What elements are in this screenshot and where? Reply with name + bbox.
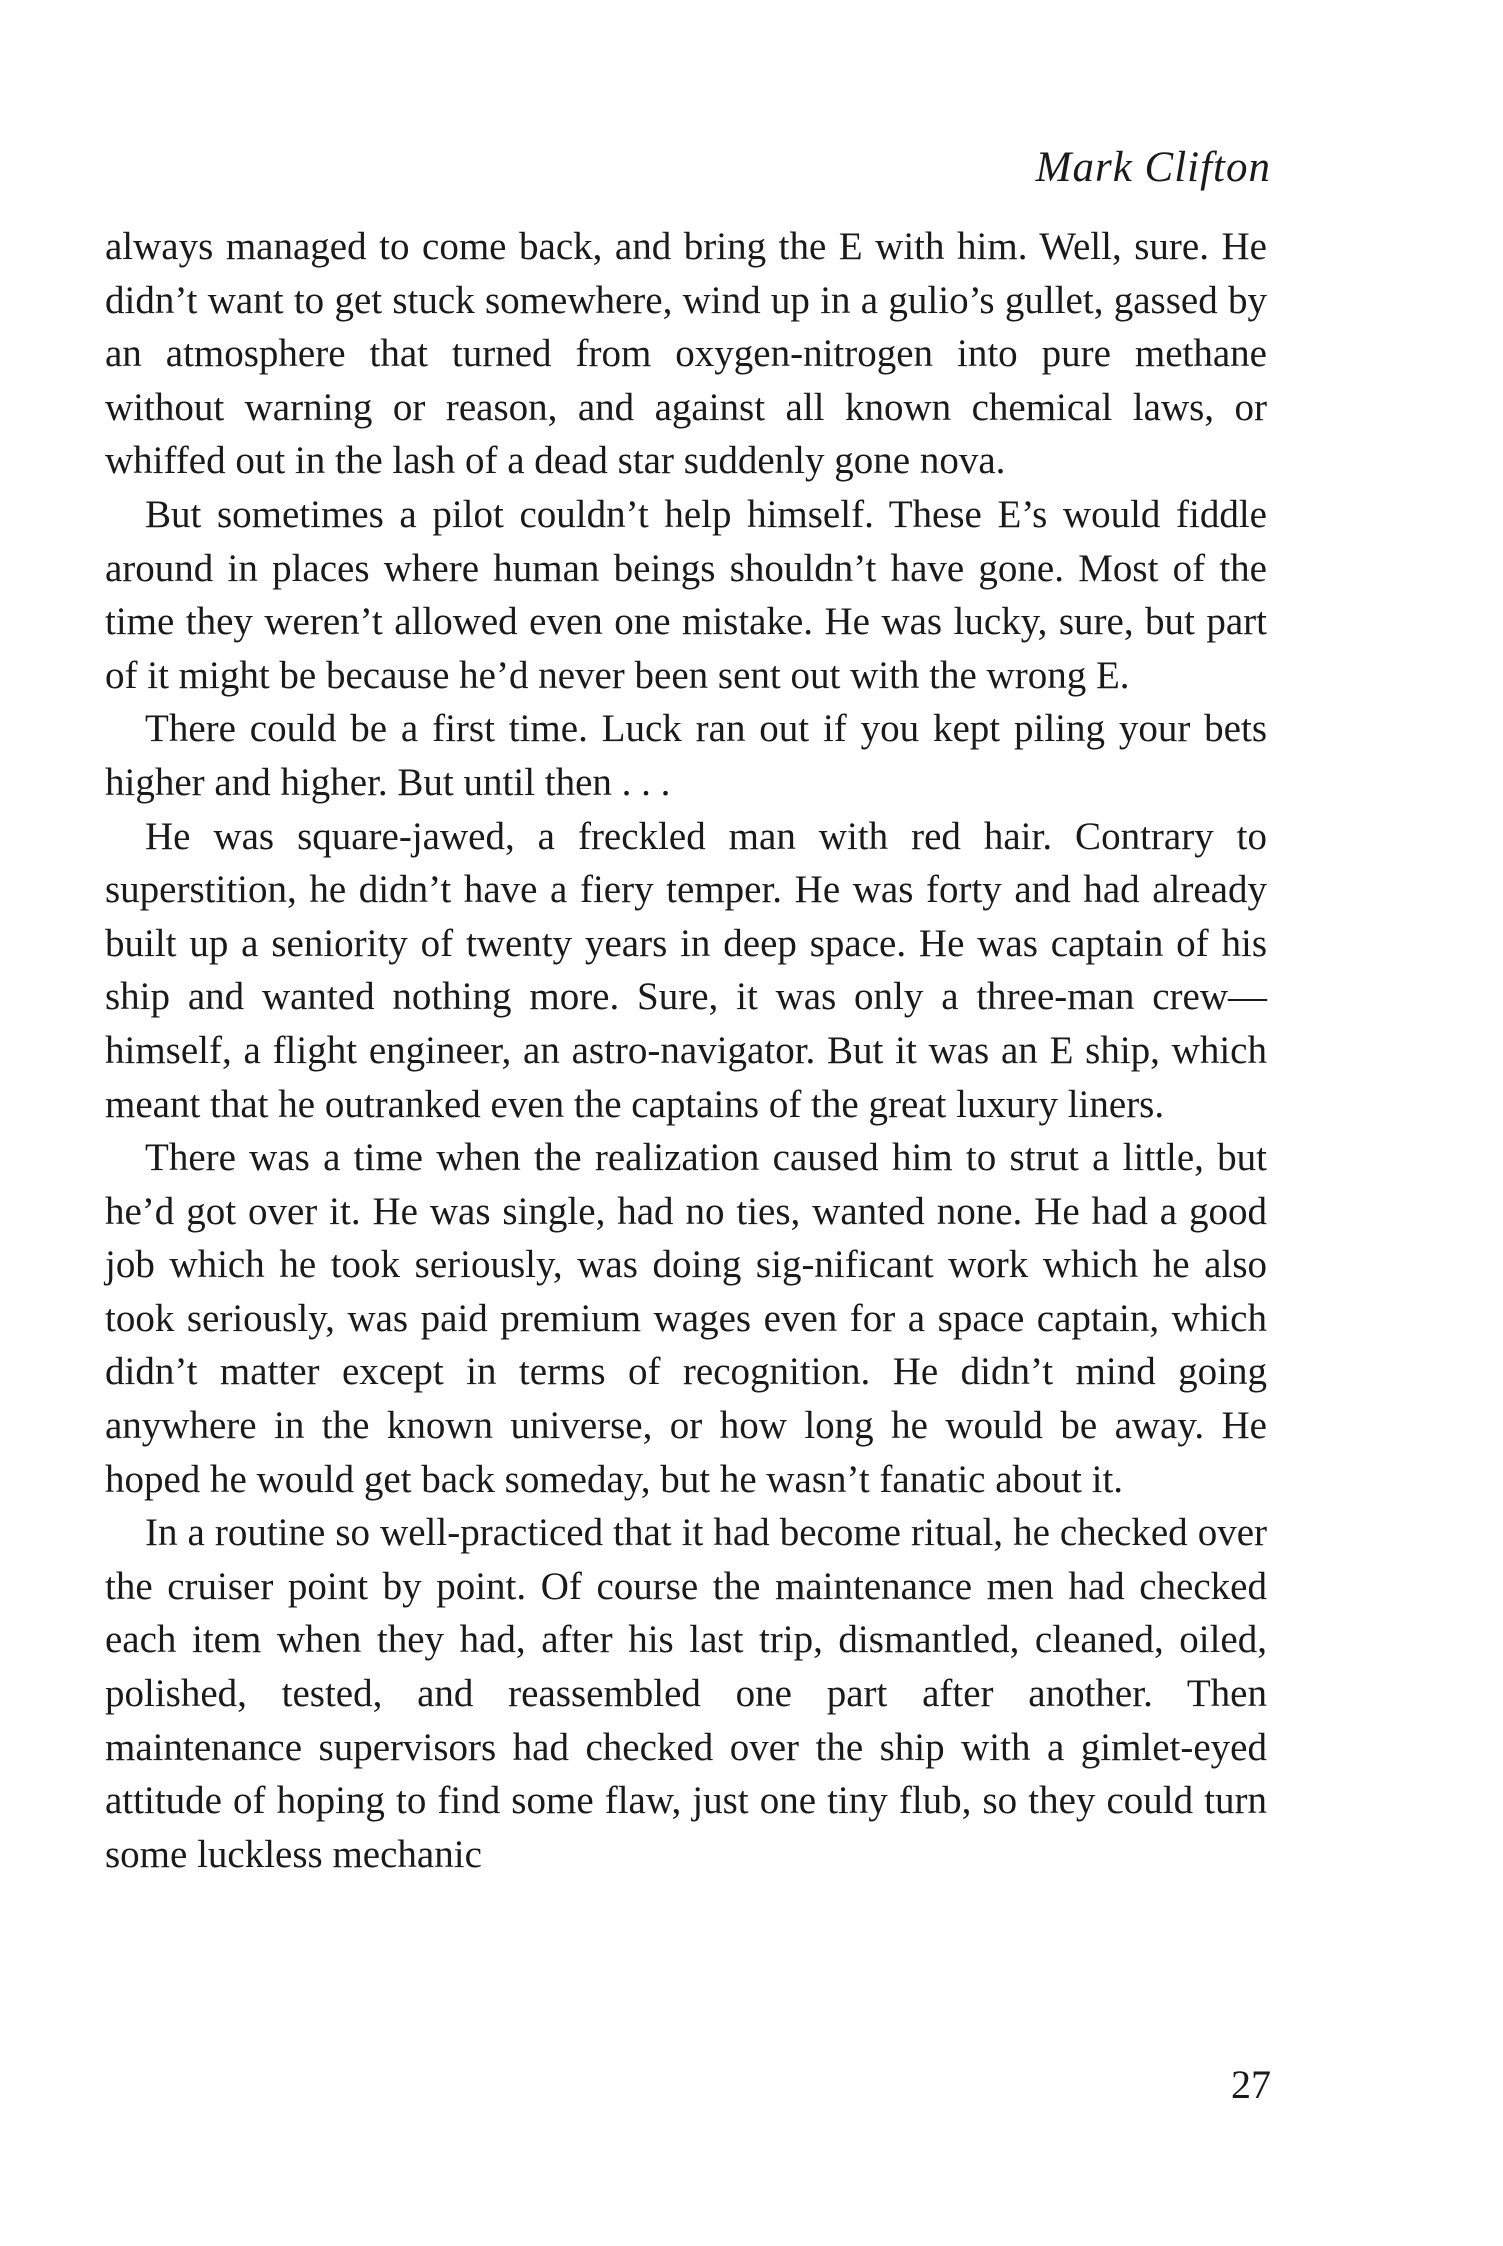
running-head-author: Mark Clifton: [1035, 144, 1271, 191]
paragraph-6: In a routine so well-practiced that it had become ritual, he checked over the cruiser point by point. Of course the maintenance men had checked each item when they had, after his last trip, dismantled, cleaned, oiled, polished, tested, and reassembled one part after another. Then maintenance supervisors had checked over the ship with a gimlet-eyed attitude of hoping to find some flaw, just one tiny flub, so they could turn some luckless mechanic: [105, 1511, 1267, 1876]
paragraph-2: But sometimes a pilot couldn’t help himself. These E’s would fiddle around in places where human beings shouldn’t have gone. Most of the time they weren’t allowed even one mistake. He was lucky, sure, but part of it might be because he’d never been sent out with the wrong E.: [105, 492, 1267, 697]
paragraph-5: There was a time when the realization caused him to strut a little, but he’d got over it. He was single, had no ties, wanted none. He had a good job which he took seriously, was doing sig-nificant work which he also took seriously, was paid premium wages even for a space captain, which didn’t matter except in terms of recognition. He didn’t mind going anywhere in the known universe, or how long he would be away. He hoped he would get back someday, but he wasn’t fanatic about it.: [105, 1136, 1267, 1501]
page-number: 27: [1231, 2062, 1271, 2107]
paragraph-1: always managed to come back, and bring the E with him. Well, sure. He didn’t want to get stuck somewhere, wind up in a gulio’s gullet, gassed by an atmosphere that turned from oxygen-nitrogen into pure methane without warning or reason, and against all known chemical laws, or whiffed out in the lash of a dead star suddenly gone nova.: [105, 225, 1267, 483]
body-text: [105, 220, 1267, 1881]
paragraph-4: He was square-jawed, a freckled man with red hair. Contrary to superstition, he didn’t have a fiery temper. He was forty and had already built up a seniority of twenty years in deep space. He was captain of his ship and wanted nothing more. Sure, it was only a three-man crew—himself, a flight engineer, an astro-navigator. But it was an E ship, which meant that he outranked even the captains of the great luxury liners.: [105, 814, 1267, 1126]
paragraph-3: There could be a first time. Luck ran out if you kept piling your bets higher and higher. But until then . . .: [105, 707, 1267, 804]
